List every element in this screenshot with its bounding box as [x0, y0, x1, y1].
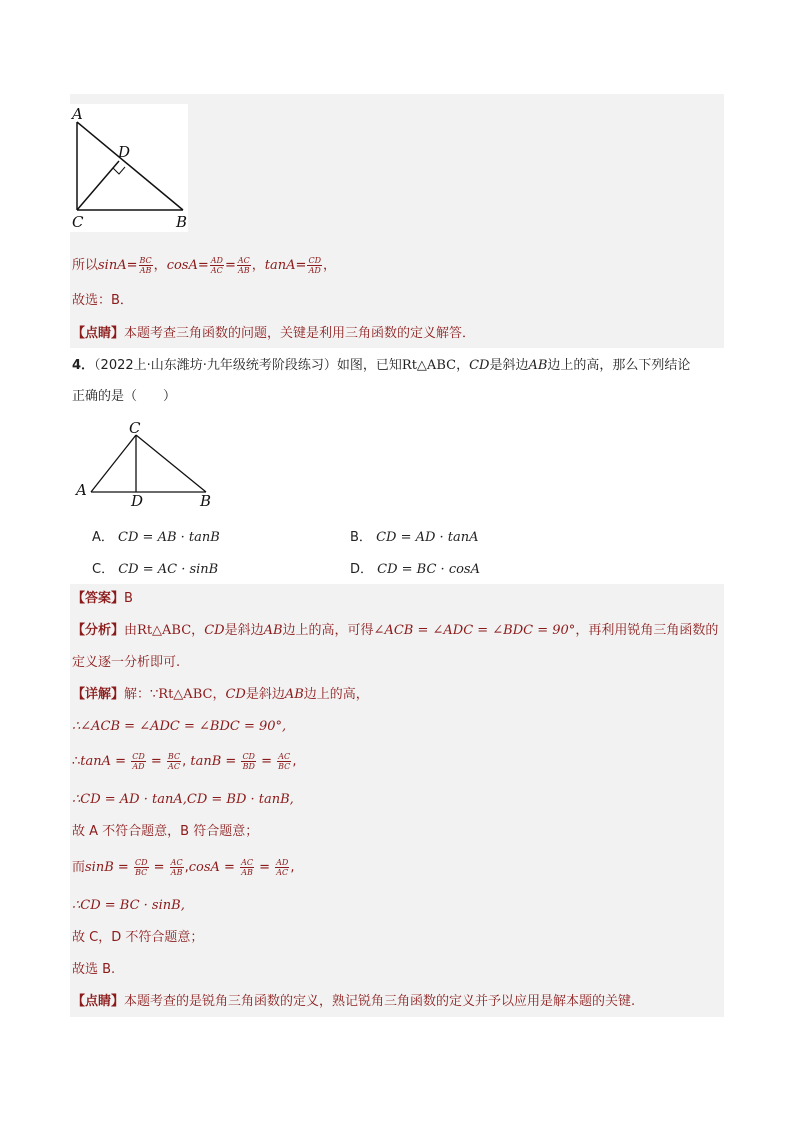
option-expr: CD = AC · sinB	[118, 562, 219, 577]
analysis-line2: 定义逐一分析即可.	[72, 655, 181, 670]
option-b[interactable]	[350, 526, 479, 545]
option-expr: CD = AB · tanB	[118, 530, 220, 545]
option-a[interactable]	[92, 526, 220, 545]
detail-line7: ∴CD = BC · sinB,	[72, 898, 185, 913]
option-c[interactable]	[92, 558, 218, 577]
label-b: B	[200, 492, 212, 510]
q4-stem-line2: 正确的是（ ）	[72, 389, 177, 404]
detail-comment-line: 【点睛】本题考查的是锐角三角函数的定义，熟记锐角三角函数的定义并予以应用是解本题的关键.	[72, 994, 636, 1009]
prev-conclusion-line: 所以sinA= $\frac{BC}{AB}$ ，cosA= $\frac{AD}{AC}$ = $\frac{AC}{AB}$ ，tanA= $\frac{CD}{AD}$ ，	[72, 256, 337, 275]
detail-line6: 而sinB = $\frac{CD}{BC}$ = $\frac{AC}{AB}$ ,cosA = $\frac{AC}{AB}$ = $\frac{AD}{AC}$ ,	[72, 858, 295, 877]
option-expr: CD = AD · tanA	[376, 530, 479, 545]
option-d[interactable]	[350, 558, 480, 577]
q4-triangle-figure	[72, 420, 217, 510]
option-letter: A．	[92, 530, 114, 545]
detail-line5: 故 A 不符合题意，B 符合题意；	[72, 824, 259, 839]
detail-line9: 故选 B.	[72, 962, 116, 977]
label-d: D	[131, 492, 144, 510]
label-a: A	[72, 105, 83, 123]
detail-line3: ∴tanA = $\frac{CD}{AD}$ = $\frac{BC}{AC}$ , tanB = $\frac{CD}{BD}$ = $\frac{AC}{BC}$ ,	[72, 752, 297, 771]
prev-comment-line: 【点睛】本题考查三角函数的问题，关键是利用三角函数的定义解答．	[72, 326, 476, 341]
detail-line8: 故 C，D 不符合题意；	[72, 930, 204, 945]
detail-line1: 【详解】解：∵Rt△ABC，CD是斜边AB边上的高，	[72, 687, 369, 702]
option-letter: D．	[350, 562, 374, 577]
option-letter: C．	[92, 562, 115, 577]
label-c: C	[129, 420, 141, 437]
label-c: C	[72, 213, 84, 231]
label-d: D	[118, 143, 131, 161]
prev-triangle-figure	[70, 104, 188, 232]
detail-line2: ∴∠ACB = ∠ADC = ∠BDC = 90°,	[72, 719, 287, 734]
answer-line: 【答案】B	[72, 591, 133, 606]
label-a: A	[76, 481, 87, 499]
option-expr: CD = BC · cosA	[377, 562, 480, 577]
analysis-line1: 【分析】由Rt△ABC，CD是斜边AB边上的高，可得∠ACB = ∠ADC = ∠BDC = 90°，再利用锐角三角函数的	[72, 623, 719, 638]
option-letter: B．	[350, 530, 372, 545]
label-b: B	[176, 213, 188, 231]
q4-stem-line1: 4．（2022上·山东潍坊·九年级统考阶段练习）如图，已知Rt△ABC，CD是斜边AB边上的高，那么下列结论	[72, 358, 691, 373]
detail-line4: ∴CD = AD · tanA,CD = BD · tanB,	[72, 792, 294, 807]
prev-choice-line: 故选：B．	[72, 293, 133, 308]
